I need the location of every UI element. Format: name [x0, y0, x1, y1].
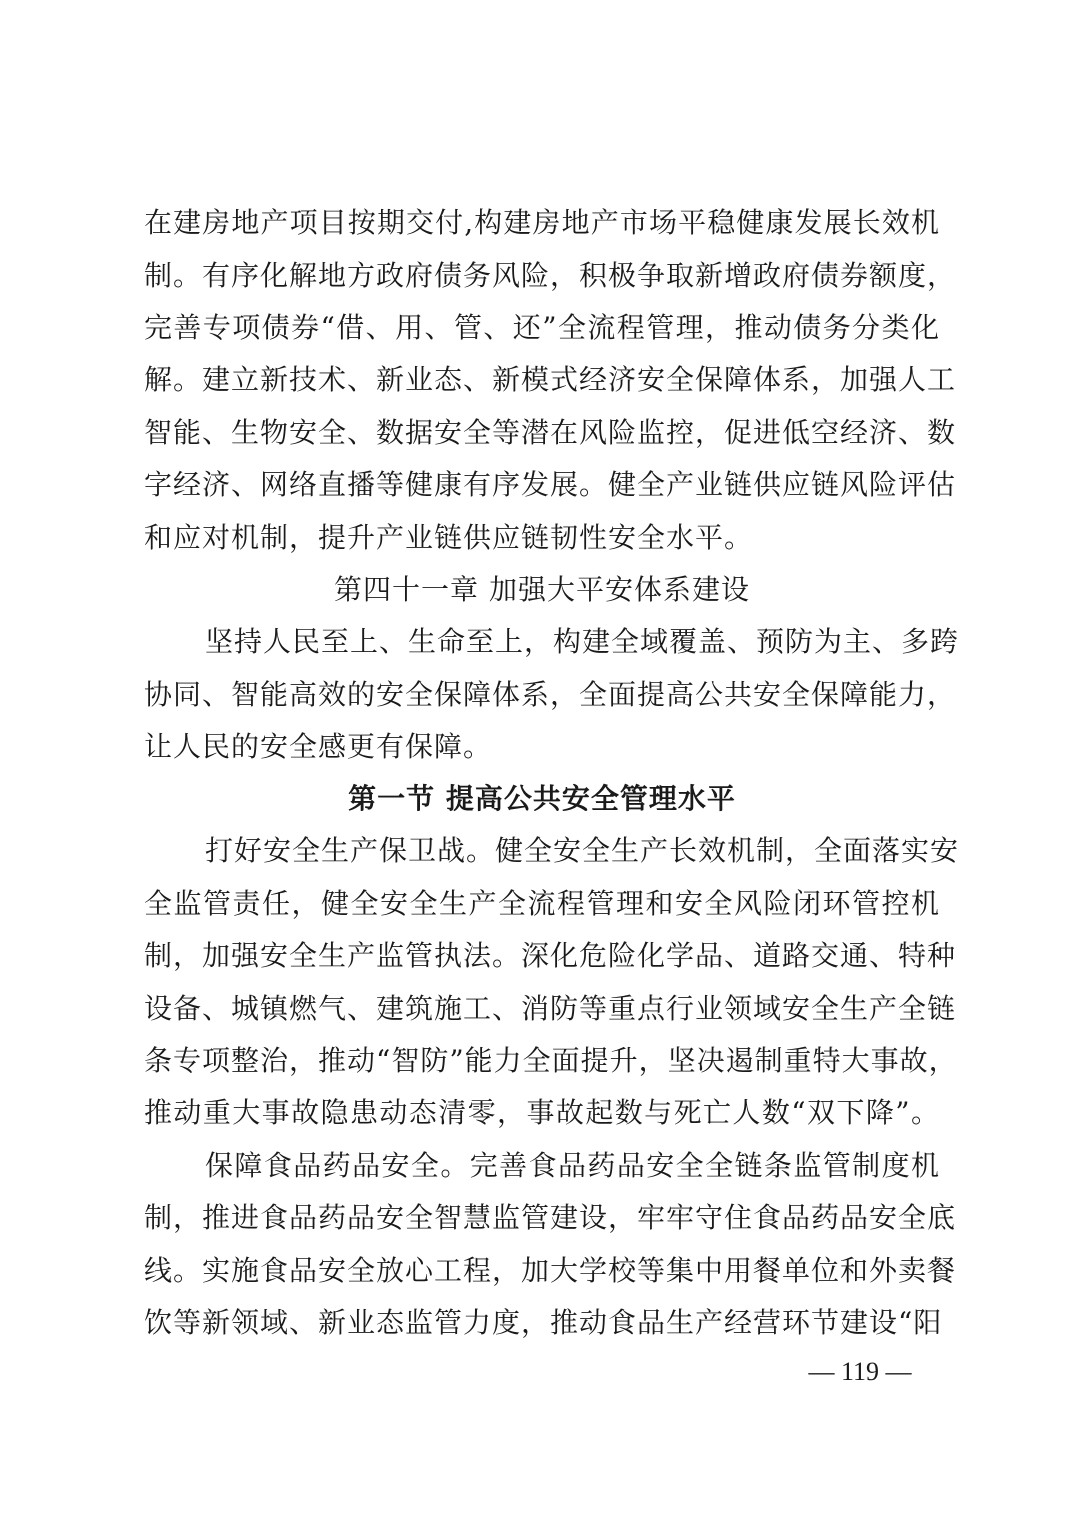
paragraph-line: 全监管责任，健全安全生产全流程管理和安全风险闭环管控机 — [144, 887, 940, 920]
paragraph-line: 线。实施食品安全放心工程，加大学校等集中用餐单位和外卖餐 — [144, 1254, 957, 1287]
paragraph-line: 推动重大事故隐患动态清零，事故起数与死亡人数“双下降”。 — [144, 1096, 940, 1129]
paragraph-line: 解。建立新技术、新业态、新模式经济安全保障体系，加强人工 — [144, 363, 957, 396]
paragraph-line: 饮等新领域、新业态监管力度，推动食品生产经营环节建设“阳 — [144, 1306, 943, 1339]
chapter-heading: 第四十一章 加强大平安体系建设 — [334, 573, 750, 606]
paragraph-line: 条专项整治，推动“智防”能力全面提升，坚决遏制重特大事故， — [144, 1044, 958, 1077]
paragraph-line: 设备、城镇燃气、建筑施工、消防等重点行业领域安全生产全链 — [144, 992, 957, 1025]
paragraph-line: 在建房地产项目按期交付,构建房地产市场平稳健康发展长效机 — [144, 206, 940, 239]
paragraph-line: 制。有序化解地方政府债务风险，积极争取新增政府债券额度， — [144, 259, 957, 292]
paragraph-line: 让人民的安全感更有保障。 — [144, 730, 493, 763]
paragraph-line: 协同、智能高效的安全保障体系，全面提高公共安全保障能力， — [144, 678, 957, 711]
paragraph-line: 智能、生物安全、数据安全等潜在风险监控，促进低空经济、数 — [144, 416, 957, 449]
paragraph-line: 制，推进食品药品安全智慧监管建设，牢牢守住食品药品安全底 — [144, 1201, 957, 1234]
page-number: — 119 — — [808, 1357, 912, 1386]
paragraph-line: 完善专项债券“借、用、管、还”全流程管理，推动债务分类化 — [144, 311, 940, 344]
paragraph-line: 打好安全生产保卫战。健全安全生产长效机制，全面落实安 — [205, 834, 960, 867]
paragraph-line: 制，加强安全生产监管执法。深化危险化学品、道路交通、特种 — [144, 939, 957, 972]
paragraph-line: 保障食品药品安全。完善食品药品安全全链条监管制度机 — [205, 1149, 940, 1182]
paragraph-line: 坚持人民至上、生命至上，构建全域覆盖、预防为主、多跨 — [205, 625, 960, 658]
section-heading: 第一节 提高公共安全管理水平 — [348, 782, 736, 815]
paragraph-line: 和应对机制，提升产业链供应链韧性安全水平。 — [144, 521, 754, 554]
paragraph-line: 字经济、网络直播等健康有序发展。健全产业链供应链风险评估 — [144, 468, 957, 501]
